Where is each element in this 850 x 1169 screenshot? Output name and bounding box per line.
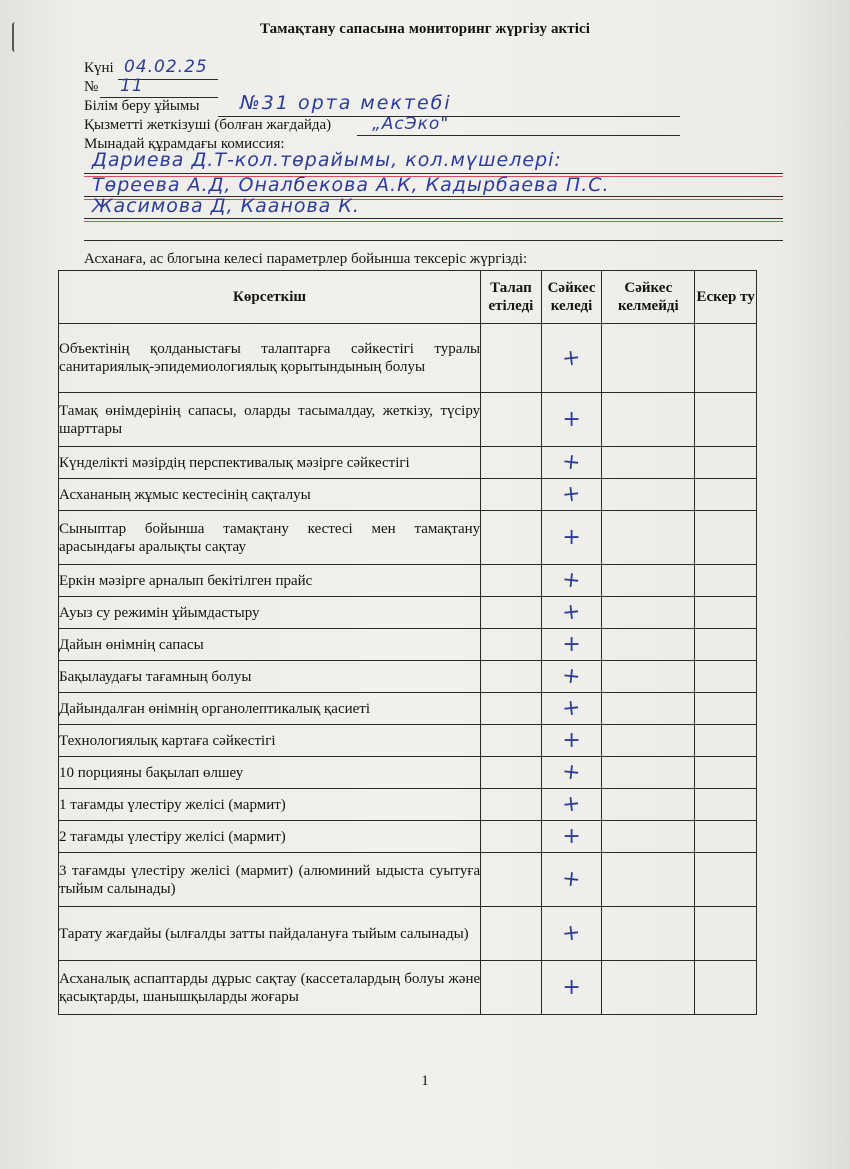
- handwritten-plus-mark: +: [561, 866, 583, 893]
- handwritten-plus-mark: +: [562, 728, 581, 753]
- compliant-cell: [541, 324, 602, 393]
- compliant-cell: [541, 757, 602, 789]
- indicator-cell: Объектінің қолданыстағы талаптарға сәйкестігі туралы санитариялық-эпидемиологиялық қорытындының болуы: [59, 324, 481, 393]
- indicator-cell: Сыныптар бойынша тамақтану кестесі мен тамақтану арасындағы аралықты сақтау: [59, 511, 481, 565]
- compliant-cell: [541, 629, 602, 661]
- header-indicator: Көрсеткіш: [59, 271, 481, 324]
- date-label: Күні: [84, 60, 114, 76]
- table-row: [59, 961, 757, 1015]
- indicator-cell: Тарату жағдайы (ылғалды затты пайдалануға тыйым салынады): [59, 907, 481, 961]
- indicator-cell: Дайын өнімнің сапасы: [59, 629, 481, 661]
- table-row: [59, 725, 757, 757]
- compliant-cell: [541, 725, 602, 757]
- required-cell: [481, 907, 542, 961]
- required-cell: [481, 853, 542, 907]
- required-cell: [481, 479, 542, 511]
- handwritten-plus-mark: +: [562, 975, 581, 1000]
- note-cell: [695, 725, 757, 757]
- table-row: [59, 565, 757, 597]
- table-row: [59, 597, 757, 629]
- noncompliant-cell: [602, 629, 695, 661]
- table-row: [59, 511, 757, 565]
- table-row: [59, 629, 757, 661]
- noncompliant-cell: [602, 324, 695, 393]
- indicator-cell: 3 тағамды үлестіру желісі (мармит) (алюминий ыдыста суытуға тыйым салынады): [59, 853, 481, 907]
- monitoring-table: [58, 270, 757, 1015]
- compliant-cell: [541, 393, 602, 447]
- note-cell: [695, 629, 757, 661]
- required-cell: [481, 821, 542, 853]
- note-cell: [695, 511, 757, 565]
- header-required: Талап етіледі: [481, 271, 542, 324]
- noncompliant-cell: [602, 565, 695, 597]
- compliant-cell: [541, 511, 602, 565]
- table-row: [59, 447, 757, 479]
- table-row: [59, 757, 757, 789]
- handwritten-plus-mark: +: [562, 407, 581, 432]
- school-value: №31 орта мектебі: [240, 92, 452, 114]
- commission-line-3: Жасимова Д, Каанова К.: [92, 195, 360, 217]
- commission-redline-3: [84, 221, 783, 222]
- indicator-cell: 2 тағамды үлестіру желісі (мармит): [59, 821, 481, 853]
- handwritten-plus-mark: +: [561, 599, 583, 626]
- commission-label: Мынадай құрамдағы комиссия:: [84, 136, 285, 152]
- required-cell: [481, 324, 542, 393]
- indicator-cell: Асханалық аспаптарды дұрыс сақтау (кассеталардың болуы және қасықтарды, шанышқыларды жоғары: [59, 961, 481, 1015]
- compliant-cell: [541, 907, 602, 961]
- handwritten-plus-mark: +: [561, 759, 583, 786]
- compliant-cell: [541, 565, 602, 597]
- handwritten-plus-mark: +: [561, 567, 583, 594]
- note-cell: [695, 789, 757, 821]
- note-cell: [695, 853, 757, 907]
- handwritten-plus-mark: +: [561, 663, 583, 690]
- handwritten-plus-mark: +: [562, 632, 581, 657]
- compliant-cell: [541, 961, 602, 1015]
- indicator-cell: Тамақ өнімдерінің сапасы, оларды тасымалдау, жеткізу, түсіру шарттары: [59, 393, 481, 447]
- noncompliant-cell: [602, 447, 695, 479]
- note-cell: [695, 661, 757, 693]
- indicator-cell: Асхананың жұмыс кестесінің сақталуы: [59, 479, 481, 511]
- supplier-label: Қызметті жеткізуші (болған жағдайда): [84, 117, 332, 133]
- required-cell: [481, 661, 542, 693]
- required-cell: [481, 757, 542, 789]
- required-cell: [481, 597, 542, 629]
- required-cell: [481, 725, 542, 757]
- table-row: [59, 821, 757, 853]
- noncompliant-cell: [602, 479, 695, 511]
- indicator-cell: 10 порцияны бақылап өлшеу: [59, 757, 481, 789]
- indicator-cell: 1 тағамды үлестіру желісі (мармит): [59, 789, 481, 821]
- note-cell: [695, 757, 757, 789]
- table-row: [59, 324, 757, 393]
- noncompliant-cell: [602, 597, 695, 629]
- supplier-row: [84, 117, 331, 134]
- indicator-cell: Бақылаудағы тағамның болуы: [59, 661, 481, 693]
- noncompliant-cell: [602, 757, 695, 789]
- noncompliant-cell: [602, 693, 695, 725]
- compliant-cell: [541, 479, 602, 511]
- intro-text: Асханаға, ас блогына келесі параметрлер бойынша тексеріс жүргізді:: [84, 251, 528, 267]
- handwritten-plus-mark: +: [561, 791, 583, 818]
- table-row: [59, 853, 757, 907]
- indicator-cell: Дайындалған өнімнің органолептикалық қасиеті: [59, 693, 481, 725]
- handwritten-plus-mark: +: [561, 344, 583, 372]
- compliant-cell: [541, 447, 602, 479]
- required-cell: [481, 511, 542, 565]
- table-row: [59, 479, 757, 511]
- compliant-cell: [541, 597, 602, 629]
- noncompliant-cell: [602, 907, 695, 961]
- note-cell: [695, 693, 757, 725]
- handwritten-plus-mark: +: [562, 525, 581, 550]
- note-cell: [695, 565, 757, 597]
- compliant-cell: [541, 821, 602, 853]
- commission-underline-4: [84, 240, 783, 241]
- note-cell: [695, 821, 757, 853]
- table-row: [59, 393, 757, 447]
- school-row: [84, 98, 200, 115]
- noncompliant-cell: [602, 661, 695, 693]
- note-cell: [695, 597, 757, 629]
- date-value: 04.02.25: [124, 57, 208, 77]
- indicator-cell: Еркін мәзірге арналып бекітілген прайс: [59, 565, 481, 597]
- indicator-cell: Күнделікті мәзірдің перспективалық мәзірге сәйкестігі: [59, 447, 481, 479]
- required-cell: [481, 789, 542, 821]
- header-note: Ескер ту: [695, 271, 757, 324]
- note-cell: [695, 324, 757, 393]
- indicator-cell: Ауыз су режимін ұйымдастыру: [59, 597, 481, 629]
- header-noncompliant: Сәйкес келмейді: [602, 271, 695, 324]
- table-header-row: [59, 271, 757, 324]
- compliant-cell: [541, 661, 602, 693]
- required-cell: [481, 447, 542, 479]
- noncompliant-cell: [602, 511, 695, 565]
- noncompliant-cell: [602, 821, 695, 853]
- school-label: Білім беру ұйымы: [84, 98, 200, 114]
- number-row: [84, 79, 98, 96]
- number-value: 11: [120, 76, 144, 96]
- required-cell: [481, 393, 542, 447]
- noncompliant-cell: [602, 725, 695, 757]
- date-row: [84, 60, 114, 77]
- noncompliant-cell: [602, 789, 695, 821]
- noncompliant-cell: [602, 853, 695, 907]
- required-cell: [481, 961, 542, 1015]
- handwritten-plus-mark: +: [562, 824, 581, 849]
- required-cell: [481, 629, 542, 661]
- note-cell: [695, 961, 757, 1015]
- commission-line-1: Дариева Д.Т-кол.төрайымы, кол.мүшелері:: [92, 149, 562, 171]
- required-cell: [481, 693, 542, 725]
- page-number: 1: [421, 1073, 429, 1089]
- note-cell: [695, 907, 757, 961]
- commission-underline-3: [84, 218, 783, 219]
- commission-line-2: Төреева А.Д, Оналбекова А.К, Кадырбаева П.С.: [92, 174, 610, 196]
- table-row: [59, 693, 757, 725]
- header-compliant: Сәйкес келеді: [541, 271, 602, 324]
- note-cell: [695, 447, 757, 479]
- compliant-cell: [541, 789, 602, 821]
- table-row: [59, 789, 757, 821]
- compliant-cell: [541, 693, 602, 725]
- handwritten-plus-mark: +: [561, 695, 583, 722]
- document-title: Тамақтану сапасына мониторинг жүргізу актісі: [259, 21, 591, 37]
- required-cell: [481, 565, 542, 597]
- handwritten-plus-mark: +: [561, 920, 583, 947]
- supplier-underline: [357, 135, 680, 136]
- noncompliant-cell: [602, 393, 695, 447]
- handwritten-plus-mark: +: [561, 449, 583, 476]
- note-cell: [695, 393, 757, 447]
- table-row: [59, 907, 757, 961]
- number-label: №: [84, 79, 99, 95]
- note-cell: [695, 479, 757, 511]
- table-row: [59, 661, 757, 693]
- compliant-cell: [541, 853, 602, 907]
- supplier-value: „АсЭко": [372, 114, 450, 134]
- handwritten-plus-mark: +: [561, 481, 583, 508]
- indicator-cell: Технологиялық картаға сәйкестігі: [59, 725, 481, 757]
- noncompliant-cell: [602, 961, 695, 1015]
